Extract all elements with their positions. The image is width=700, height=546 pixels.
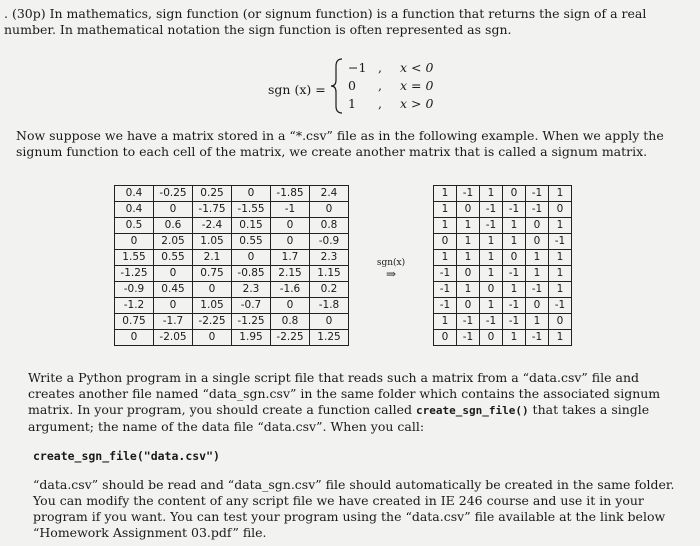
table-cell: -1.8 (310, 298, 349, 314)
table-cell: 1.95 (232, 330, 271, 346)
formula-cases (348, 59, 438, 113)
table-cell: -2.25 (193, 314, 232, 330)
arrow-right-icon: ⇒ (385, 267, 397, 281)
table-cell: 1 (480, 298, 503, 314)
table-cell: 0 (503, 186, 526, 202)
table-cell: 0.4 (115, 202, 154, 218)
table-cell: 2.05 (154, 234, 193, 250)
case-value: 0 (348, 78, 356, 93)
table-cell: 1 (526, 250, 549, 266)
table-cell: -2.05 (154, 330, 193, 346)
table-cell: -1 (526, 186, 549, 202)
table-cell: 0.45 (154, 282, 193, 298)
table-row (115, 202, 349, 218)
input-matrix-table (114, 185, 349, 346)
table-row (115, 314, 349, 330)
table-cell: -1 (503, 266, 526, 282)
details-paragraph: “data.csv” should be read and “data_sgn.csv” file should automatically be created in the same folder. You can modify the content of any script file we have created in IE 246 course and use it in your program if you want. You can test your program using the “data.csv” file available at the link below “Homework Assignment 03.pdf” file. (33, 477, 675, 540)
table-cell: -2.4 (193, 218, 232, 234)
table-row (434, 218, 572, 234)
table-cell: 2.3 (232, 282, 271, 298)
arrow-label: sgn(x) (376, 258, 406, 268)
table-cell: 1.05 (193, 298, 232, 314)
table-cell: 0 (154, 298, 193, 314)
table-cell: 0 (232, 250, 271, 266)
table-cell: -1.55 (232, 202, 271, 218)
table-cell: -1 (457, 314, 480, 330)
sgn-arrow (371, 258, 411, 280)
table-cell: -1.7 (154, 314, 193, 330)
formula-case-row (348, 59, 438, 77)
table-cell: -1 (480, 314, 503, 330)
table-cell: 1 (549, 186, 572, 202)
task-text-1: Write a Python program in a single script file that reads such a matrix from a “data.csv” file and creates another file named “data_sgn.csv” in the same folder which contains the associated signum matrix. In your program, you should create a function called (28, 370, 661, 417)
table-cell: 1 (480, 234, 503, 250)
table-cell: 1 (480, 186, 503, 202)
table-row (434, 202, 572, 218)
table-cell: 1 (549, 218, 572, 234)
table-row (115, 266, 349, 282)
table-row (115, 186, 349, 202)
task-text-2: that takes a single argument; the name of the data file “data.csv”. When you call: (28, 402, 650, 434)
table-cell: -1 (434, 282, 457, 298)
table-cell: 0 (457, 298, 480, 314)
table-cell: 2.15 (271, 266, 310, 282)
intro-paragraph: . (30p) In mathematics, sign function (or signum function) is a function that returns the sign of a real number. In mathematical notation the sign function is often represented as sgn. (4, 6, 647, 37)
case-value: 1 (348, 96, 356, 111)
table-cell: -1 (271, 202, 310, 218)
table-cell: 0 (457, 266, 480, 282)
table-cell: 1 (503, 282, 526, 298)
table-cell: 1.15 (310, 266, 349, 282)
signum-matrix-table (433, 185, 572, 346)
case-value: −1 (348, 60, 367, 75)
table-row (434, 314, 572, 330)
table-cell: -1.6 (271, 282, 310, 298)
table-cell: 0.2 (310, 282, 349, 298)
table-cell: -1 (549, 298, 572, 314)
case-condition: x > 0 (400, 96, 434, 111)
table-row (434, 282, 572, 298)
table-cell: -1 (503, 298, 526, 314)
function-name: create_sgn_file() (415, 404, 529, 417)
table-cell: 1 (503, 330, 526, 346)
table-cell: -1.2 (115, 298, 154, 314)
table-row (434, 250, 572, 266)
left-brace-icon (330, 58, 344, 114)
table-cell: 0 (154, 266, 193, 282)
formula-lhs: sgn (x) = (268, 82, 326, 97)
table-cell: 1 (526, 314, 549, 330)
table-cell: 0.8 (271, 314, 310, 330)
table-cell: -1 (526, 330, 549, 346)
table-cell: 1 (549, 282, 572, 298)
table-cell: 0.75 (193, 266, 232, 282)
case-comma: , (378, 78, 382, 93)
table-row (115, 282, 349, 298)
table-cell: 1.25 (310, 330, 349, 346)
table-cell: 0 (310, 314, 349, 330)
table-cell: -1 (434, 298, 457, 314)
table-cell: 1 (434, 186, 457, 202)
table-cell: 0.5 (115, 218, 154, 234)
table-cell: 2.3 (310, 250, 349, 266)
table-cell: 1 (549, 330, 572, 346)
table-cell: 0.4 (115, 186, 154, 202)
table-cell: 0 (115, 234, 154, 250)
table-cell: 1 (480, 250, 503, 266)
table-cell: 0 (526, 218, 549, 234)
table-cell: -1 (480, 218, 503, 234)
table-cell: 0 (271, 234, 310, 250)
table-row (115, 250, 349, 266)
table-cell: 0.25 (193, 186, 232, 202)
table-cell: 0 (480, 282, 503, 298)
table-row (434, 298, 572, 314)
table-cell: -2.25 (271, 330, 310, 346)
table-cell: 0 (457, 202, 480, 218)
table-cell: -1 (457, 186, 480, 202)
table-row (115, 298, 349, 314)
table-cell: -1 (549, 234, 572, 250)
task-paragraph (28, 370, 688, 435)
table-cell: 1 (457, 234, 480, 250)
table-cell: 0 (232, 186, 271, 202)
table-cell: 0 (526, 234, 549, 250)
table-cell: 1 (457, 218, 480, 234)
table-cell: 0.6 (154, 218, 193, 234)
table-row (434, 234, 572, 250)
table-cell: 1 (434, 218, 457, 234)
table-cell: 0 (271, 218, 310, 234)
table-cell: 0 (549, 314, 572, 330)
table-cell: 0.75 (115, 314, 154, 330)
table-cell: 1.7 (271, 250, 310, 266)
table-cell: 1 (549, 250, 572, 266)
table-cell: -1.85 (271, 186, 310, 202)
table-cell: 1 (434, 250, 457, 266)
table-cell: 0 (526, 298, 549, 314)
table-cell: 2.4 (310, 186, 349, 202)
table-cell: 2.1 (193, 250, 232, 266)
table-cell: 1 (480, 266, 503, 282)
table-cell: 0 (154, 202, 193, 218)
table-cell: 1 (457, 250, 480, 266)
table-cell: -0.25 (154, 186, 193, 202)
table-cell: -1 (526, 282, 549, 298)
formula-case-row (348, 95, 438, 113)
formula-case-row (348, 77, 438, 95)
table-cell: 1 (457, 282, 480, 298)
table-cell: 0 (193, 282, 232, 298)
table-cell: -1.25 (115, 266, 154, 282)
table-cell: -1 (480, 202, 503, 218)
table-cell: 0 (271, 298, 310, 314)
table-cell: -1 (434, 266, 457, 282)
matrix-paragraph: Now suppose we have a matrix stored in a “*.csv” file as in the following example. When we apply the signum function to each cell of the matrix, we create another matrix that is called a signum matrix. (16, 128, 664, 159)
case-condition: x = 0 (400, 78, 434, 93)
table-cell: -1 (503, 314, 526, 330)
table-cell: 0.55 (232, 234, 271, 250)
table-cell: 0 (193, 330, 232, 346)
table-row (434, 186, 572, 202)
case-condition: x < 0 (400, 60, 434, 75)
table-cell: -1.25 (232, 314, 271, 330)
table-row (115, 330, 349, 346)
case-comma: , (378, 60, 382, 75)
table-cell: -0.85 (232, 266, 271, 282)
table-cell: -1.75 (193, 202, 232, 218)
table-cell: 0 (434, 234, 457, 250)
table-row (434, 330, 572, 346)
table-cell: -0.9 (310, 234, 349, 250)
table-row (115, 234, 349, 250)
table-cell: 0 (434, 330, 457, 346)
table-cell: 1 (503, 218, 526, 234)
table-cell: 0.8 (310, 218, 349, 234)
table-cell: 1.05 (193, 234, 232, 250)
table-cell: 0 (115, 330, 154, 346)
table-cell: 1 (549, 266, 572, 282)
table-cell: 0 (503, 250, 526, 266)
case-comma: , (378, 96, 382, 111)
table-cell: 1 (434, 314, 457, 330)
table-cell: 1 (434, 202, 457, 218)
table-cell: -0.7 (232, 298, 271, 314)
table-cell: 1 (526, 266, 549, 282)
table-cell: -1 (457, 330, 480, 346)
table-row (115, 218, 349, 234)
table-cell: -1 (526, 202, 549, 218)
table-cell: 0.55 (154, 250, 193, 266)
table-cell: -0.9 (115, 282, 154, 298)
code-call: create_sgn_file("data.csv") (33, 449, 220, 463)
table-cell: 0.15 (232, 218, 271, 234)
table-cell: 1.55 (115, 250, 154, 266)
table-cell: 1 (503, 234, 526, 250)
table-cell: 0 (310, 202, 349, 218)
table-cell: 0 (549, 202, 572, 218)
table-row (434, 266, 572, 282)
table-cell: -1 (503, 202, 526, 218)
table-cell: 0 (480, 330, 503, 346)
